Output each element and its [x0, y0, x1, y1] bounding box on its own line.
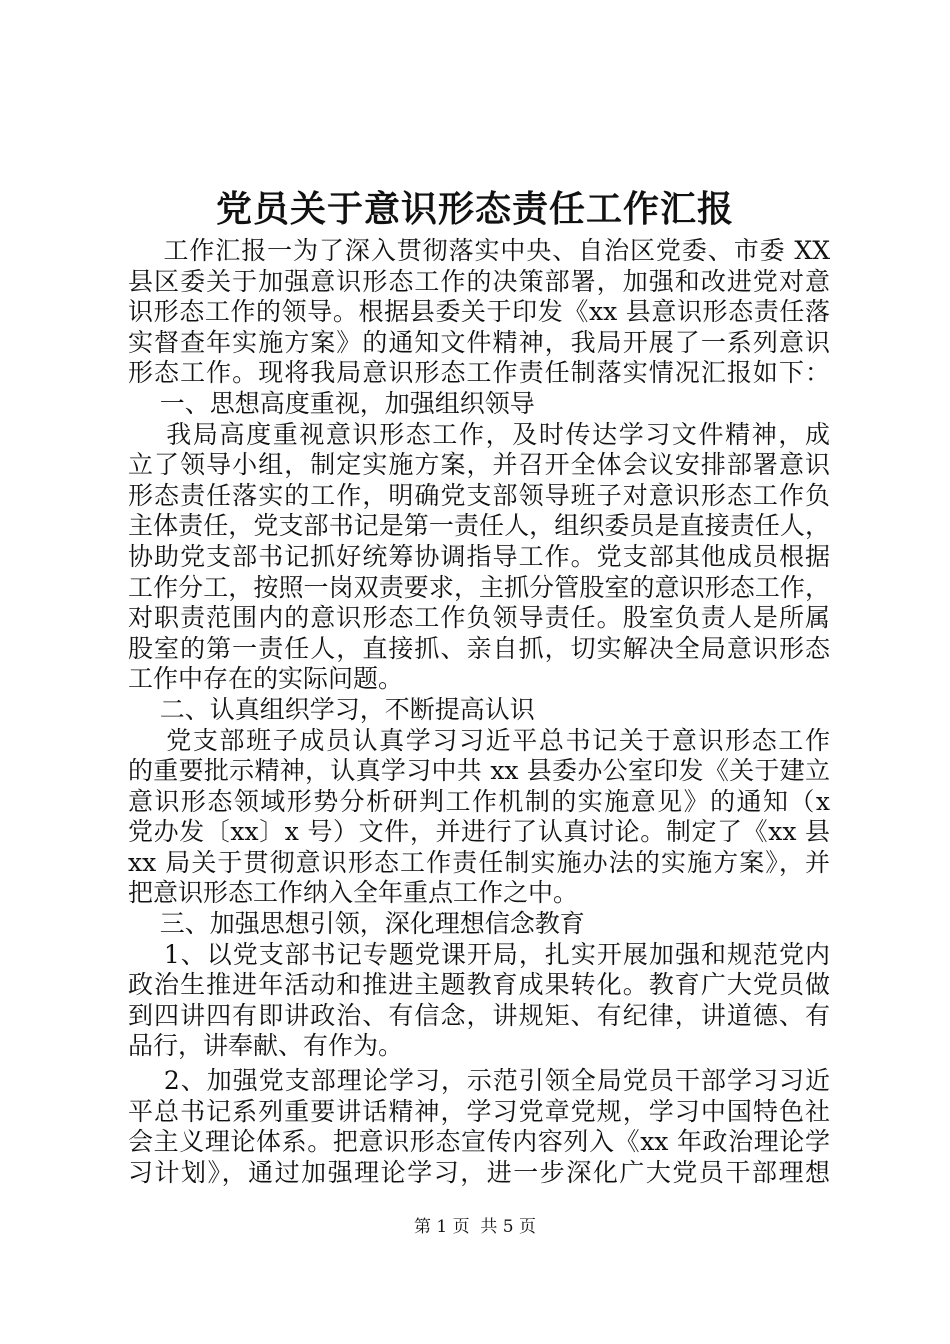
body-line: 习计划》，通过加强理论学习，进一步深化广大党员干部理想 [128, 1157, 830, 1187]
body-line: 实督查年实施方案》的通知文件精神，我局开展了一系列意识 [128, 327, 830, 357]
body-line: 对职责范围内的意识形态工作负领导责任。股室负责人是所属 [128, 603, 830, 633]
body-line: 我局高度重视意识形态工作，及时传达学习文件精神，成 [128, 419, 830, 449]
body-line: 意识形态领域形势分析研判工作机制的实施意见》的通知（x [128, 786, 830, 816]
body-line: 党支部班子成员认真学习习近平总书记关于意识形态工作 [128, 725, 830, 755]
body-line: 协助党支部书记抓好统筹协调指导工作。党支部其他成员根据 [128, 541, 830, 571]
body-line: 工作中存在的实际问题。 [128, 664, 404, 694]
section-heading-2: 二、认真组织学习，不断提高认识 [128, 694, 535, 724]
body-line: 会主义理论体系。把意识形态宣传内容列入《xx 年政治理论学 [128, 1127, 830, 1157]
body-line: 党办发〔xx〕x 号）文件，并进行了认真讨论。制定了《xx 县 [128, 817, 830, 847]
body-line: 2、加强党支部理论学习，示范引领全局党员干部学习习近 [128, 1066, 830, 1096]
body-line: 把意识形态工作纳入全年重点工作之中。 [128, 878, 579, 908]
body-line: 到四讲四有即讲政治、有信念，讲规矩、有纪律，讲道德、有 [128, 1000, 830, 1030]
body-line: 平总书记系列重要讲话精神，学习党章党规，学习中国特色社 [128, 1096, 830, 1126]
body-line: 县区委关于加强意识形态工作的决策部署，加强和改进党对意 [128, 266, 830, 296]
body-line: 的重要批示精神，认真学习中共 xx 县委办公室印发《关于建立 [128, 756, 830, 786]
body-line: 识形态工作的领导。根据县委关于印发《xx 县意识形态责任落 [128, 297, 830, 327]
document-title: 党员关于意识形态责任工作汇报 [215, 188, 734, 230]
body-line: 工作分工，按照一岗双责要求，主抓分管股室的意识形态工作， [128, 572, 830, 602]
body-line: 工作汇报一为了深入贯彻落实中央、自治区党委、市委 XX [128, 236, 830, 265]
document-body [128, 236, 830, 1188]
body-line: xx 局关于贯彻意识形态工作责任制实施办法的实施方案》，并 [128, 847, 830, 877]
body-line: 品行，讲奉献、有作为。 [128, 1031, 404, 1061]
page-footer: 第 1 页 共 5 页 [413, 1217, 537, 1237]
body-line: 政治生推进年活动和推进主题教育成果转化。教育广大党员做 [128, 970, 830, 1000]
body-line: 股室的第一责任人，直接抓、亲自抓，切实解决全局意识形态 [128, 633, 830, 663]
body-line: 1、以党支部书记专题党课开局，扎实开展加强和规范党内 [128, 939, 830, 969]
body-line: 形态工作。现将我局意识形态工作责任制落实情况汇报如下： [128, 358, 830, 388]
body-line: 形态责任落实的工作，明确党支部领导班子对意识形态工作负 [128, 480, 830, 510]
section-heading-1: 一、思想高度重视，加强组织领导 [128, 388, 535, 418]
section-heading-3: 三、加强思想引领，深化理想信念教育 [128, 909, 585, 939]
body-line: 立了领导小组，制定实施方案，并召开全体会议安排部署意识 [128, 450, 830, 480]
body-line: 主体责任，党支部书记是第一责任人，组织委员是直接责任人， [128, 511, 830, 541]
